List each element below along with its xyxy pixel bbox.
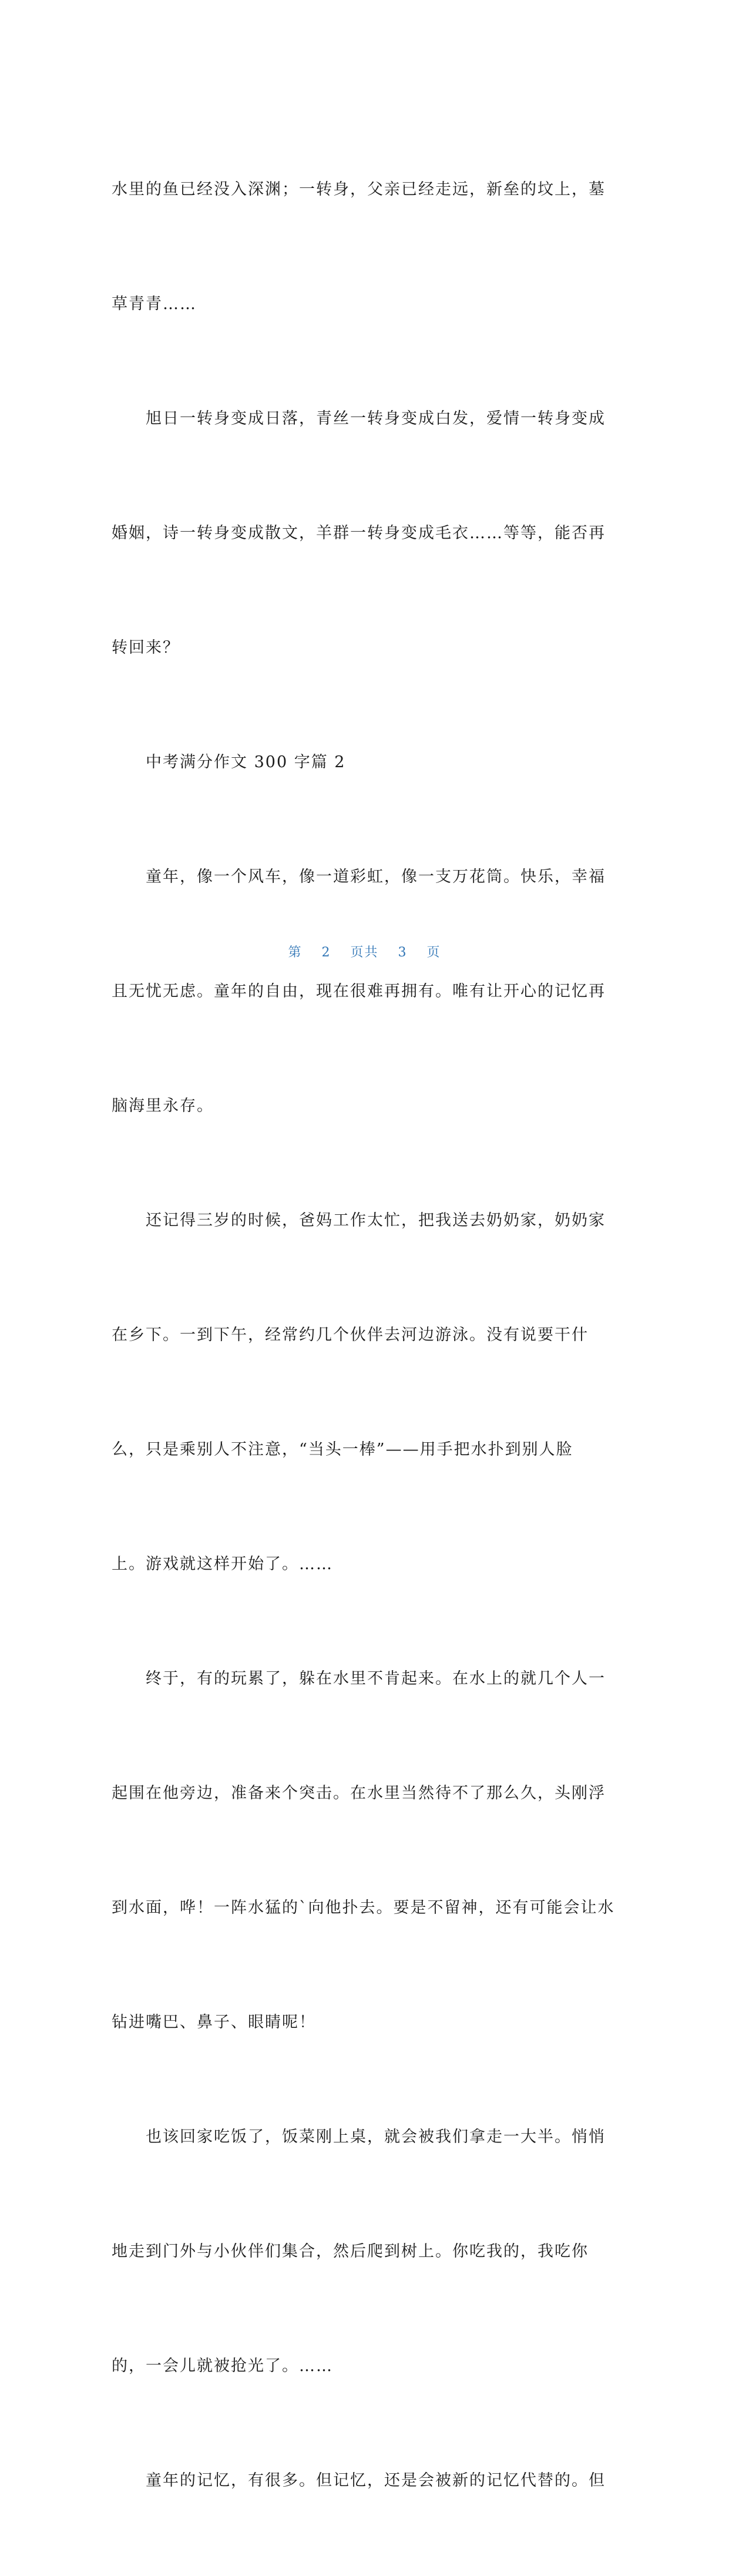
page-suffix: 页: [426, 945, 441, 960]
section-heading: 中考满分作文 300 字篇 2: [112, 753, 346, 771]
text-line: 上。游戏就这样开始了。……: [112, 1555, 333, 1573]
text-line: 么，只是乘别人不注意，“当头一棒”——用手把水扑到别人脸: [112, 1440, 573, 1459]
text-line: 水里的鱼已经没入深渊；一转身，父亲已经走远，新垒的坟上，墓: [112, 180, 606, 199]
text-line: 还记得三岁的时候，爸妈工作太忙，把我送去奶奶家，奶奶家: [112, 1211, 606, 1230]
page-middle: 页共: [350, 945, 379, 960]
text-line: 草青青……: [112, 295, 197, 313]
text-line: 也该回家吃饭了，饭菜刚上桌，就会被我们拿走一大半。悄悄: [112, 2128, 606, 2146]
text-line: 童年，像一个风车，像一道彩虹，像一支万花筒。快乐，幸福: [112, 868, 606, 886]
text-line: 婚姻，诗一转身变成散文，羊群一转身变成毛衣……等等，能否再: [112, 524, 606, 542]
document-body: [112, 94, 617, 2576]
text-line: 钻进嘴巴、鼻子、眼睛呢！: [112, 2013, 316, 2031]
text-line: 童年的记忆，有很多。但记忆，还是会被新的记忆代替的。但: [112, 2471, 606, 2490]
text-line: 转回来？: [112, 639, 180, 657]
text-line: 到水面，哗！一阵水猛的`向他扑去。要是不留神，还有可能会让水: [112, 1899, 615, 1917]
text-line: 终于，有的玩累了，躲在水里不肯起来。在水上的就几个人一: [112, 1670, 606, 1688]
text-line: 起围在他旁边，准备来个突击。在水里当然待不了那么久，头刚浮: [112, 1784, 606, 1802]
text-line: 在乡下。一到下午，经常约几个伙伴去河边游泳。没有说要干什: [112, 1326, 589, 1344]
text-line: 脑海里永存。: [112, 1097, 214, 1115]
text-line: 旭日一转身变成日落，青丝一转身变成白发，爱情一转身变成: [112, 409, 606, 428]
text-line: 且无忧无虑。童年的自由，现在很难再拥有。唯有让开心的记忆再: [112, 982, 606, 1000]
page-footer: [0, 942, 729, 960]
page-number: 2: [321, 945, 331, 960]
body-text: [112, 94, 617, 2576]
text-line: 地走到门外与小伙伴们集合，然后爬到树上。你吃我的，我吃你: [112, 2242, 589, 2261]
text-line: 的，一会儿就被抢光了。……: [112, 2357, 333, 2375]
page-prefix: 第: [288, 945, 303, 960]
total-pages: 3: [398, 945, 408, 960]
